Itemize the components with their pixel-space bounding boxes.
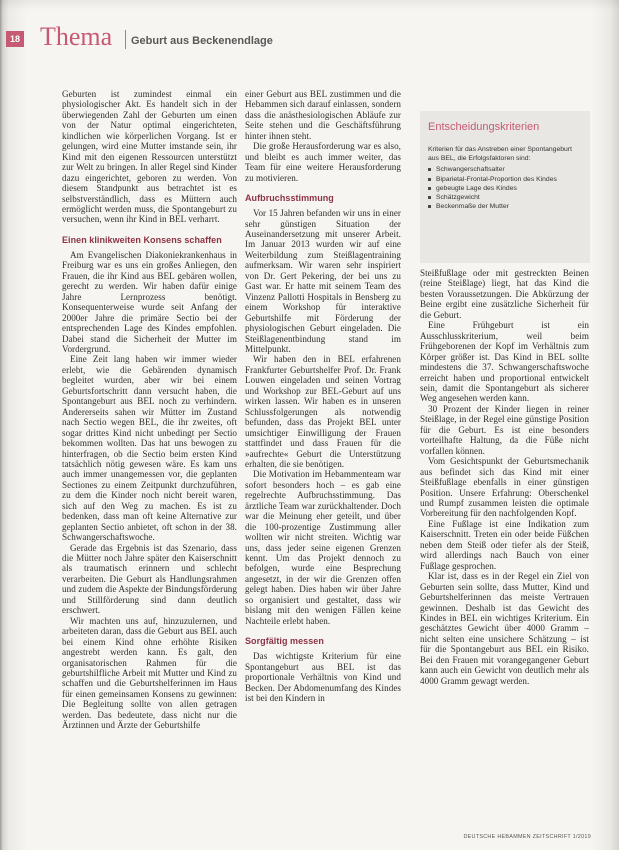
subheading: Einen klinikweiten Konsens schaffen <box>62 234 222 245</box>
body-paragraph: Eine Zeit lang haben wir immer wieder erlebt, wie die Gebärenden dynamisch begleitet wurden, aber wir bei einem Geburtsfortschritt dann versucht haben, die Spontangeburt aus BEL noch zu verhindern. Andererseits sahen wir Mütter im Zustand nach Sectio wegen BEL, die ihr zweites, oft sogar drittes Kind nicht unbedingt per Sectio bekommen wollten. Das hat uns bewogen zu hinterfragen, ob die Sectio beim ersten Kind tatsächlich nötig gewesen wäre. Es kam uns auch immer unangemessen vor, die geplanten Sectiones zu einem Zeitpunkt durchzuführen, zu dem die Kinder noch nicht bereit waren, sich auf den Weg zu machen. Es ist zu bedenken, dass man oft keine Alternative zur geplanten Sectio anbietet, oft schon in der 38. Schwangerschaftswoche. <box>62 354 237 543</box>
infobox-title: Entscheidungskriterien <box>428 121 540 133</box>
text-column-1 <box>62 89 237 827</box>
body-paragraph: Die große Herausforderung war es also, und bleibt es auch immer weiter, das Team für eine weitere Herausforderung zu motivieren. <box>245 141 401 183</box>
text-column-3 <box>420 268 589 808</box>
body-paragraph: Am Evangelischen Diakoniekrankenhaus in Freiburg war es uns ein großes Anliegen, den Frauen, die ihr Kind aus BEL gebären wollen, gerecht zu werden. Wir haben dafür einige Jahre Lernprozess benötigt. Konsequenterweise wurde seit Anfang der 2000er Jahre die primäre Sectio bei der entsprechenden Lage des Kindes empfohlen. Dabei stand die Sicherheit der Mutter im Vordergrund. <box>62 249 237 354</box>
bullet-square-icon <box>428 187 431 190</box>
body-paragraph: Steißfußlage oder mit gestreckten Beinen (reine Steißlage) liegt, hat das Kind die besten Voraussetzungen. Die Abkürzung der Beine ergibt eine zusätzliche Sicherheit für die Geburt. <box>420 268 589 320</box>
body-paragraph: Eine Frühgeburt ist ein Ausschlusskriterium, weil beim Frühgeborenen der Kopf im Verhältnis zum Körper größer ist. Das Kind in BEL sollte mindestens die 37. Schwangerschaftswoche erreicht haben und proportional entwickelt sein, damit die Spontangeburt als sicherer Weg angesehen werden kann. <box>420 320 589 404</box>
section-label: Thema <box>40 22 113 51</box>
criteria-item-text: Beckenmaße der Mutter <box>436 203 509 211</box>
body-paragraph: Die Motivation im Hebammenteam war sofort besonders hoch – es gab eine regelrechte Aufbruchsstimmung. Das ärztliche Team war zurückhaltender. Doch war die Meinung eher geteilt, und über die 100-prozentige Zustimmung aller wollten wir nicht streiten. Wichtig war uns, dass jeder seine eigenen Grenzen kennt. Um das Projekt dennoch zu befolgen, wurde eine Besprechung angesetzt, in der wir die Grenzen offen gelegt haben. Dies haben wir über Jahre so organisiert und gestaltet, dass wir bislang mit den wenigen Fällen keine Nachteile erlebt haben. <box>245 469 401 626</box>
subheading: Sorgfältig messen <box>245 636 324 647</box>
body-paragraph: Vom Gesichtspunkt der Geburtsmechanik aus befindet sich das Kind mit einer Steißfußlage ebenfalls in einer günstigen Position. Unsere Erfahrung: Oberschenkel und Rumpf zusammen leisten die optimale Vorbereitung für den nachfolgenden Kopf. <box>420 456 589 519</box>
body-paragraph: einer Geburt aus BEL zustimmen und die Hebammen sich darauf einlassen, sondern dass die anästhesiologischen Abläufe zur Seite stehen und die Geschäftsführung hinter ihnen steht. <box>245 89 401 141</box>
bullet-square-icon <box>428 205 431 208</box>
body-paragraph: Geburten ist zumindest einmal ein physiologischer Akt. Es handelt sich in der überwiegenden Zahl der Geburten um einen von der Natur optimal eingerichteten, kindlichen wie körperlichen Vorgang. Ist er gelungen, wird eine Mutter imstande sein, ihr Kind mit den eigenen Ressourcen unterstützt zur Welt zu bringen. In aller Regel sind Kinder dazu eingerichtet, geboren zu werden. Von diesem Standpunkt aus betrachtet ist es selbstverständlich, dass es Müttern auch ermöglicht werden muss, die Spontangeburt zu versuchen, wenn ihr Kind in BEL verharrt. <box>62 89 237 225</box>
criteria-item <box>428 165 582 174</box>
criteria-item-text: Biparietal-Frontal-Proportion des Kindes <box>436 175 557 183</box>
body-paragraph: Klar ist, dass es in der Regel ein Ziel von Geburten sein sollte, dass Mutter, Kind und Geburtshelferinnen das meiste Vertrauen gewinnen. Deshalb ist das Gewicht des Kindes in BEL ein wichtiges Kriterium. Ein geschätztes Gewicht über 4000 Gramm – nicht selten eine unsichere Schätzung – ist für die Spontangeburt aus BEL ein Risiko. Bei den Frauen mit vorangegangener Geburt kann auch ein Gewicht von deutlich mehr als 4000 Gramm gewagt werden. <box>420 571 589 686</box>
criteria-item <box>428 193 582 202</box>
text-column-2 <box>245 89 401 827</box>
body-paragraph: Gerade das Ergebnis ist das Szenario, dass die Mütter noch Jahre später den Kaiserschnitt als traumatisch erinnern und schlecht verarbeiten. Die Geburt als Handlungsrahmen und zudem die Aspekte der Bindungsförderung und Stillförderung sind dann deutlich erschwert. <box>62 542 237 616</box>
body-paragraph: Wir haben den in BEL erfahrenen Frankfurter Geburtshelfer Prof. Dr. Frank Louwen eingeladen und seinen Vortrag und Workshop zur BEL-Geburt auf uns wirken lassen. Wir haben es in unseren Schlussfolgerungen als notwendig befunden, dass das Projekt BEL unter umsichtiger Einwilligung der Frauen stattfindet und dass Frauen für die »aufrechte« Geburt die Unterstützung erhalten, die sie benötigen. <box>245 354 401 469</box>
criteria-item-text: Schätzgewicht <box>436 194 480 202</box>
subheading: Aufbruchsstimmung <box>245 193 334 204</box>
bullet-square-icon <box>428 168 431 171</box>
criteria-infobox <box>420 111 590 263</box>
body-paragraph: Vor 15 Jahren befanden wir uns in einer sehr günstigen Situation der Auseinandersetzung mit unserer Arbeit. Im Januar 2013 wurden wir auf eine Weiterbildung zum Steißlagentraining aufmerksam. Wir waren sehr inspiriert von Dr. Gert Pekering, der bei uns zu Gast war. Er hatte mit seinem Team des Vinzenz Pallotti Hospitals in Bensberg zu einem Workshop für interaktive Geburtshilfe mit Förderung der physiologischen Geburt eingeladen. Die Steißlagenentbindung stand im Mittelpunkt. <box>245 208 401 354</box>
bullet-square-icon <box>428 178 431 181</box>
body-paragraph: Eine Fußlage ist eine Indikation zum Kaiserschnitt. Treten ein oder beide Füßchen neben dem Steiß oder tiefer als der Steiß, wird allerdings nach Bauch von einer Fußlage gesprochen. <box>420 518 589 571</box>
criteria-list <box>428 165 582 211</box>
criteria-item <box>428 184 582 193</box>
criteria-item-text: Schwangerschaftsalter <box>436 166 505 174</box>
body-paragraph: 30 Prozent der Kinder liegen in reiner Steißlage, in der Regel eine günstige Position für die Geburt. Es ist eine besonders vorteilhafte Haltung, da die Füße nicht vorfallen können. <box>420 403 589 456</box>
bullet-square-icon <box>428 196 431 199</box>
criteria-item <box>428 202 582 211</box>
infobox-intro: Kriterien für das Anstreben einer Spontangeburt aus BEL, die Erfolgsfaktoren sind: <box>428 146 572 163</box>
page-number: 18 <box>6 31 24 47</box>
body-paragraph: Wir machten uns auf, hinzuzulernen, und arbeiteten daran, dass die Geburt aus BEL auch bei einem Kind ohne erhöhte Risiken angestrebt werden kann. Es galt, den organisatorischen Rahmen für die geburtshilfliche Arbeit mit Mutter und Kind zu schaffen und die Geburtshelferinnen im Haus für einen gemeinsamen Konsens zu gewinnen: Die Begleitung sollte von allen getragen werden. Das bedeutete, dass nicht nur die Ärztinnen und Ärzte der Geburtshilfe <box>62 615 237 731</box>
header-divider <box>125 30 126 49</box>
criteria-item <box>428 175 582 184</box>
criteria-item-text: gebeugte Lage des Kindes <box>436 184 517 192</box>
journal-footer: DEUTSCHE HEBAMMEN ZEITSCHRIFT 1/2019 <box>463 834 591 840</box>
body-paragraph: Das wichtigste Kriterium für eine Spontangeburt aus BEL ist das proportionale Verhältnis von Kind und Becken. Der Abdomenumfang des Kindes ist bei den Kindern in <box>245 651 401 704</box>
topic-title: Geburt aus Beckenendlage <box>131 35 273 47</box>
